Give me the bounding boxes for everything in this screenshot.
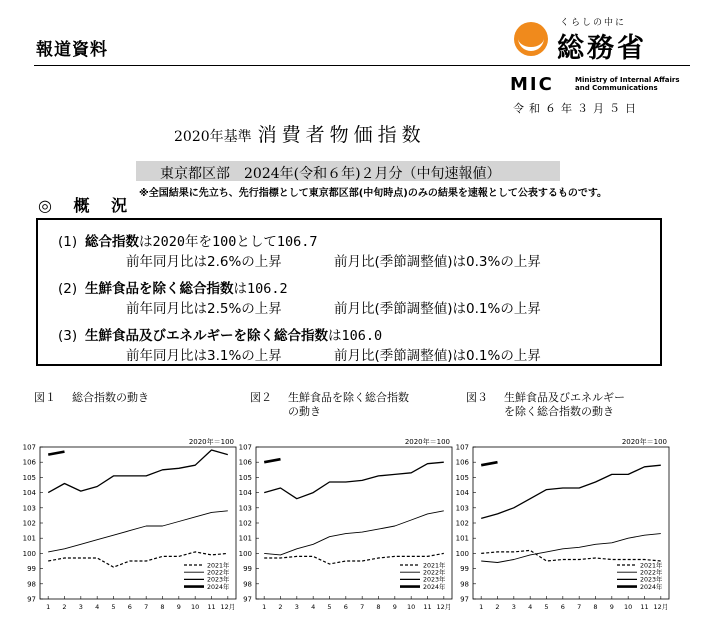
summary-item-3-detail [126,344,541,364]
figure-caption-line1: 生鮮食品及びエネルギー [504,391,625,404]
figure-3-caption [466,391,686,421]
figure-caption-line1: 生鮮食品を除く総合指数 [288,391,409,404]
y-tick-label: 104 [238,489,252,498]
y-tick-label: 100 [238,549,252,558]
y-tick-label: 106 [22,458,36,467]
series-line-2024年 [48,452,64,455]
legend-label: 2024年 [423,583,446,591]
x-tick-label: 1 [46,603,51,611]
x-tick-label: 9 [392,603,397,611]
series-line-2022年 [264,511,444,555]
y-tick-label: 99 [27,565,36,574]
y-tick-label: 98 [27,580,36,589]
legend-label: 2022年 [423,569,446,577]
figure-number: 図３ [466,391,488,404]
x-tick-label: 4 [95,603,100,611]
y-tick-label: 99 [460,565,469,574]
series-line-2024年 [264,459,280,462]
y-tick-label: 103 [22,504,36,513]
summary-item-1-detail [126,250,541,270]
subtitle-text: 東京都区部 2024年(令和６年)２月分（中旬速報値） [160,166,501,182]
item-number: (1) [58,234,78,250]
release-date: 令和６年３月５日 [513,102,641,115]
mom-change: 前月比(季節調整値)は0.1%の上昇 [334,301,541,317]
x-tick-label: 8 [376,603,381,611]
x-tick-label: 5 [544,603,549,611]
legend-label: 2021年 [207,562,230,570]
x-tick-label: 6 [127,603,132,611]
x-tick-label: 5 [327,603,332,611]
series-line-2024年 [481,462,497,465]
title-main: 消費者物価指数 [257,124,426,146]
x-tick-label: 12月 [220,603,236,611]
x-tick-label: 7 [360,603,365,611]
x-tick-label: 1 [262,603,267,611]
y-tick-label: 100 [22,549,36,558]
legend-label: 2022年 [207,569,230,577]
y-tick-label: 105 [238,473,252,482]
index-value-text: は2020年を100として106.7 [139,234,318,250]
org-tagline: くらしの中に [560,18,627,28]
y-tick-label: 97 [460,595,469,604]
x-tick-label: 9 [176,603,181,611]
chart-base-note: 2020年＝100 [188,438,234,446]
series-line-2023年 [48,450,228,493]
figure-1-caption [34,391,234,421]
y-tick-label: 97 [27,595,36,604]
chart-core-cpi [238,434,458,616]
y-tick-label: 103 [238,504,252,513]
y-tick-label: 101 [238,534,252,543]
y-tick-label: 102 [22,519,36,528]
summary-item-2 [58,277,288,297]
y-tick-label: 100 [455,549,469,558]
x-tick-label: 9 [609,603,614,611]
y-tick-label: 106 [455,458,469,467]
document-title [174,120,426,147]
index-name: 総合指数 [85,234,139,250]
x-tick-label: 1 [479,603,484,611]
x-tick-label: 6 [343,603,348,611]
x-tick-label: 3 [511,603,516,611]
index-value-text: は106.0 [328,328,383,344]
x-tick-label: 6 [560,603,565,611]
x-tick-label: 10 [407,603,416,611]
item-number: (2) [58,281,78,297]
x-tick-label: 3 [78,603,83,611]
x-tick-label: 11 [640,603,649,611]
figure-number: 図１ [34,391,56,404]
title-prefix: 2020年基準 [174,129,252,145]
subtitle-banner [136,161,560,181]
y-tick-label: 101 [22,534,36,543]
x-tick-label: 2 [495,603,500,611]
item-number: (3) [58,328,78,344]
index-value-text: は106.2 [233,281,288,297]
series-line-2023年 [264,462,444,499]
x-tick-label: 7 [144,603,149,611]
y-tick-label: 98 [243,580,252,589]
y-tick-label: 97 [243,595,252,604]
legend-label: 2023年 [423,576,446,584]
summary-item-1 [58,230,318,250]
x-tick-label: 7 [577,603,582,611]
y-tick-label: 102 [455,519,469,528]
chart-headline-cpi [22,434,242,616]
series-line-2021年 [264,553,444,564]
y-tick-label: 107 [238,443,252,452]
series-line-2022年 [481,534,661,563]
figure-caption-line2: を除く総合指数の動き [504,405,614,418]
y-tick-label: 105 [455,473,469,482]
figure-caption-line1: 総合指数の動き [72,391,149,404]
org-english-line2: and Communications [575,84,658,92]
series-line-2021年 [481,550,661,561]
y-tick-label: 106 [238,458,252,467]
x-tick-label: 10 [191,603,200,611]
yoy-change: 前年同月比は2.5%の上昇 [126,301,282,317]
x-tick-label: 12月 [653,603,669,611]
legend-label: 2021年 [423,562,446,570]
y-tick-label: 107 [22,443,36,452]
index-name: 生鮮食品及びエネルギーを除く総合指数 [85,328,328,344]
x-tick-label: 8 [593,603,598,611]
x-tick-label: 12月 [436,603,452,611]
y-tick-label: 103 [455,504,469,513]
figure-number: 図２ [250,391,272,404]
chart-base-note: 2020年＝100 [404,438,450,446]
yoy-change: 前年同月比は3.1%の上昇 [126,348,282,364]
legend-label: 2024年 [207,583,230,591]
mom-change: 前月比(季節調整値)は0.1%の上昇 [334,348,541,364]
x-tick-label: 4 [311,603,316,611]
index-name: 生鮮食品を除く総合指数 [85,281,234,297]
summary-item-2-detail [126,297,541,317]
x-tick-label: 8 [160,603,165,611]
ministry-logo-icon [510,17,554,61]
y-tick-label: 101 [455,534,469,543]
y-tick-label: 104 [455,489,469,498]
y-tick-label: 104 [22,489,36,498]
x-tick-label: 2 [62,603,67,611]
y-tick-label: 99 [243,565,252,574]
summary-box [36,218,662,366]
series-line-2022年 [48,511,228,552]
x-tick-label: 5 [111,603,116,611]
x-tick-label: 11 [207,603,216,611]
chart-core-core-cpi [455,434,675,616]
legend-label: 2022年 [640,569,663,577]
figure-2-caption [250,391,450,421]
y-tick-label: 107 [455,443,469,452]
y-tick-label: 98 [460,580,469,589]
org-english-name [575,76,695,92]
mom-change: 前月比(季節調整値)は0.3%の上昇 [334,254,541,270]
legend-label: 2023年 [640,576,663,584]
org-english-line1: Ministry of Internal Affairs [575,76,680,84]
legend-label: 2021年 [640,562,663,570]
y-tick-label: 105 [22,473,36,482]
x-tick-label: 2 [278,603,283,611]
org-abbreviation: MIC [510,74,554,95]
x-tick-label: 4 [528,603,533,611]
y-tick-label: 102 [238,519,252,528]
legend-label: 2023年 [207,576,230,584]
x-tick-label: 11 [423,603,432,611]
release-note: ※全国結果に先立ち、先行指標として東京都区部(中旬時点)のみの結果を速報として公表するものです。 [139,188,608,199]
summary-item-3 [58,324,382,344]
x-tick-label: 10 [624,603,633,611]
yoy-change: 前年同月比は2.6%の上昇 [126,254,282,270]
x-tick-label: 3 [294,603,299,611]
org-name: 総務省 [557,33,647,64]
series-line-2023年 [481,465,661,518]
chart-base-note: 2020年＝100 [621,438,667,446]
header-rule [34,65,690,66]
press-release-label: 報道資料 [36,40,108,60]
overview-heading: ◎ 概 況 [38,196,136,215]
figure-caption-line2: の動き [288,405,321,418]
legend-label: 2024年 [640,583,663,591]
